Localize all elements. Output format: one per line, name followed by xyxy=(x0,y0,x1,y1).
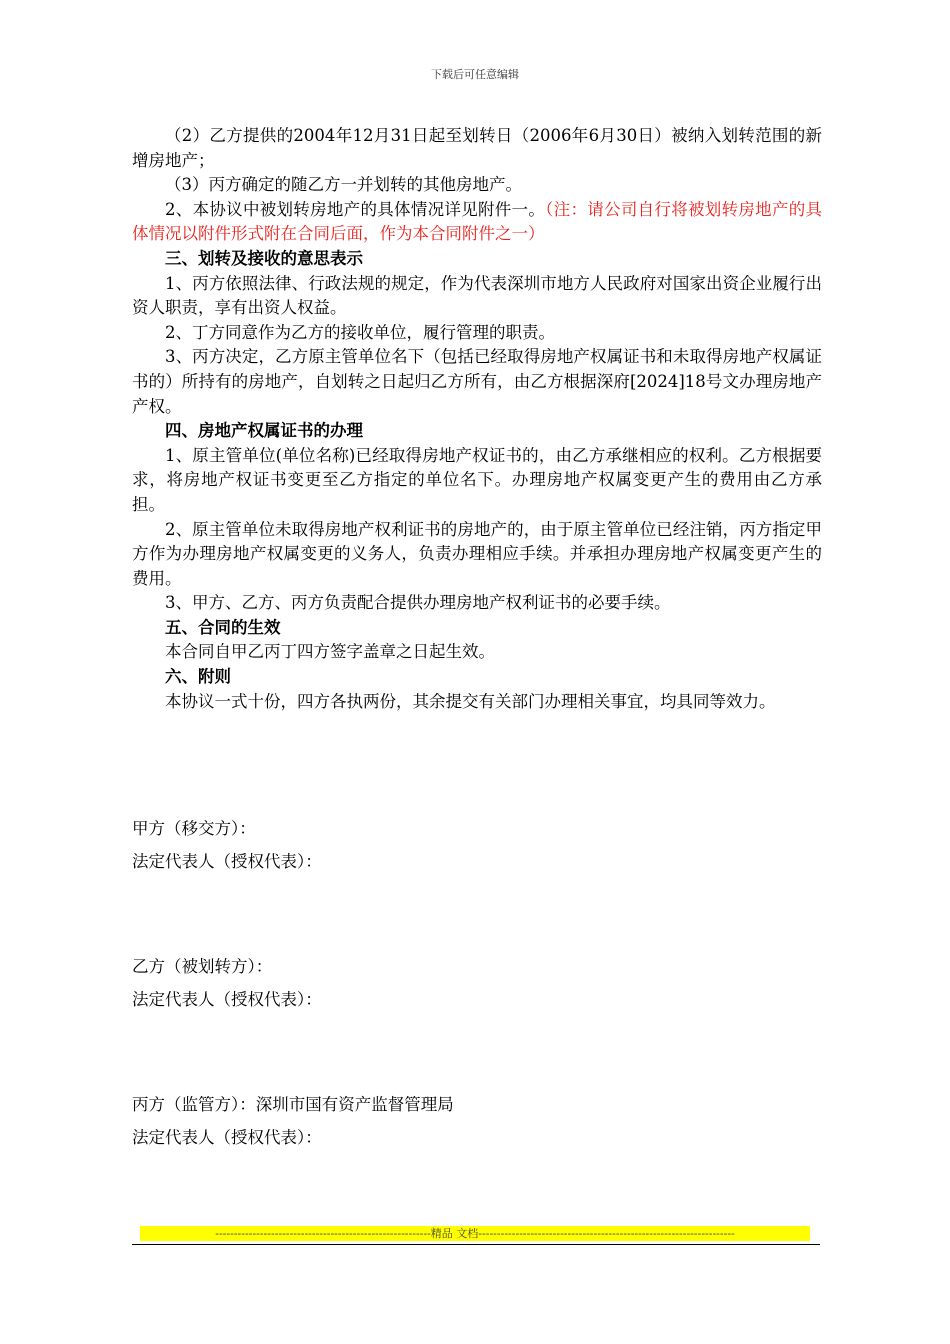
section-heading-5: 五、合同的生效 xyxy=(165,617,281,637)
signature-party-a-rep: 法定代表人（授权代表）： xyxy=(132,852,322,871)
section-heading-3: 三、划转及接收的意思表示 xyxy=(165,248,363,268)
signature-party-c-rep: 法定代表人（授权代表）： xyxy=(132,1128,322,1147)
paragraph-5: 本合同自甲乙丙丁四方签字盖章之日起生效。 xyxy=(165,642,495,662)
attachment-red-note: （注：请公司自行将被划转房地产的具体情况以附件形式附在合同后面，作为本合同附件之一） xyxy=(132,199,823,244)
paragraph-4-3: 3、甲方、乙方、丙方负责配合提供办理房地产权利证书的必要手续。 xyxy=(165,593,671,613)
signature-party-c: 丙方（监管方）：深圳市国有资产监督管理局 xyxy=(132,1095,454,1114)
document-body xyxy=(132,124,822,714)
signature-party-b: 乙方（被划转方）： xyxy=(132,957,273,976)
footer-highlight-bar: ----------------------------------------------------------精品 文档--------------------------------------------------------------------- xyxy=(140,1226,810,1241)
attachment-text: 2、本协议中被划转房地产的具体情况详见附件一。 xyxy=(165,199,546,219)
paragraph-3-3: 3、丙方决定，乙方原主管单位名下（包括已经取得房地产权属证书和未取得房地产权属证书的）所持有的房地产，自划转之日起归乙方所有，由乙方根据深府[2024]18号文办理房地产产权。 xyxy=(132,347,822,416)
paragraph-6: 本协议一式十份，四方各执两份，其余提交有关部门办理相关事宜，均具同等效力。 xyxy=(165,691,776,711)
paragraph-3-2: 2、丁方同意作为乙方的接收单位，履行管理的职责。 xyxy=(165,322,555,342)
paragraph-attachment xyxy=(132,198,822,247)
footer-divider xyxy=(132,1244,820,1245)
paragraph-new-property: （2）乙方提供的2004年12月31日起至划转日（2006年6月30日）被纳入划转范围的新增房地产； xyxy=(132,126,822,170)
section-heading-4: 四、房地产权属证书的办理 xyxy=(165,421,363,441)
signature-party-a: 甲方（移交方）： xyxy=(132,819,256,838)
signature-party-b-rep: 法定代表人（授权代表）： xyxy=(132,990,322,1009)
section-heading-6: 六、附则 xyxy=(165,667,231,687)
paragraph-4-1: 1、原主管单位(单位名称)已经取得房地产权证书的，由乙方承继相应的权利。乙方根据要求，将房地产权证书变更至乙方指定的单位名下。办理房地产权属变更产生的费用由乙方承担。 xyxy=(132,445,822,514)
page-header-note: 下载后可任意编辑 xyxy=(431,68,519,81)
paragraph-4-2: 2、原主管单位未取得房地产权利证书的房地产的，由于原主管单位已经注销，丙方指定甲方作为办理房地产权属变更的义务人，负责办理相应手续。并承担办理房地产权属变更产生的费用。 xyxy=(132,519,822,588)
paragraph-3-1: 1、丙方依照法律、行政法规的规定，作为代表深圳市地方人民政府对国家出资企业履行出资人职责，享有出资人权益。 xyxy=(132,273,822,318)
paragraph-other-property: （3）丙方确定的随乙方一并划转的其他房地产。 xyxy=(165,175,522,195)
